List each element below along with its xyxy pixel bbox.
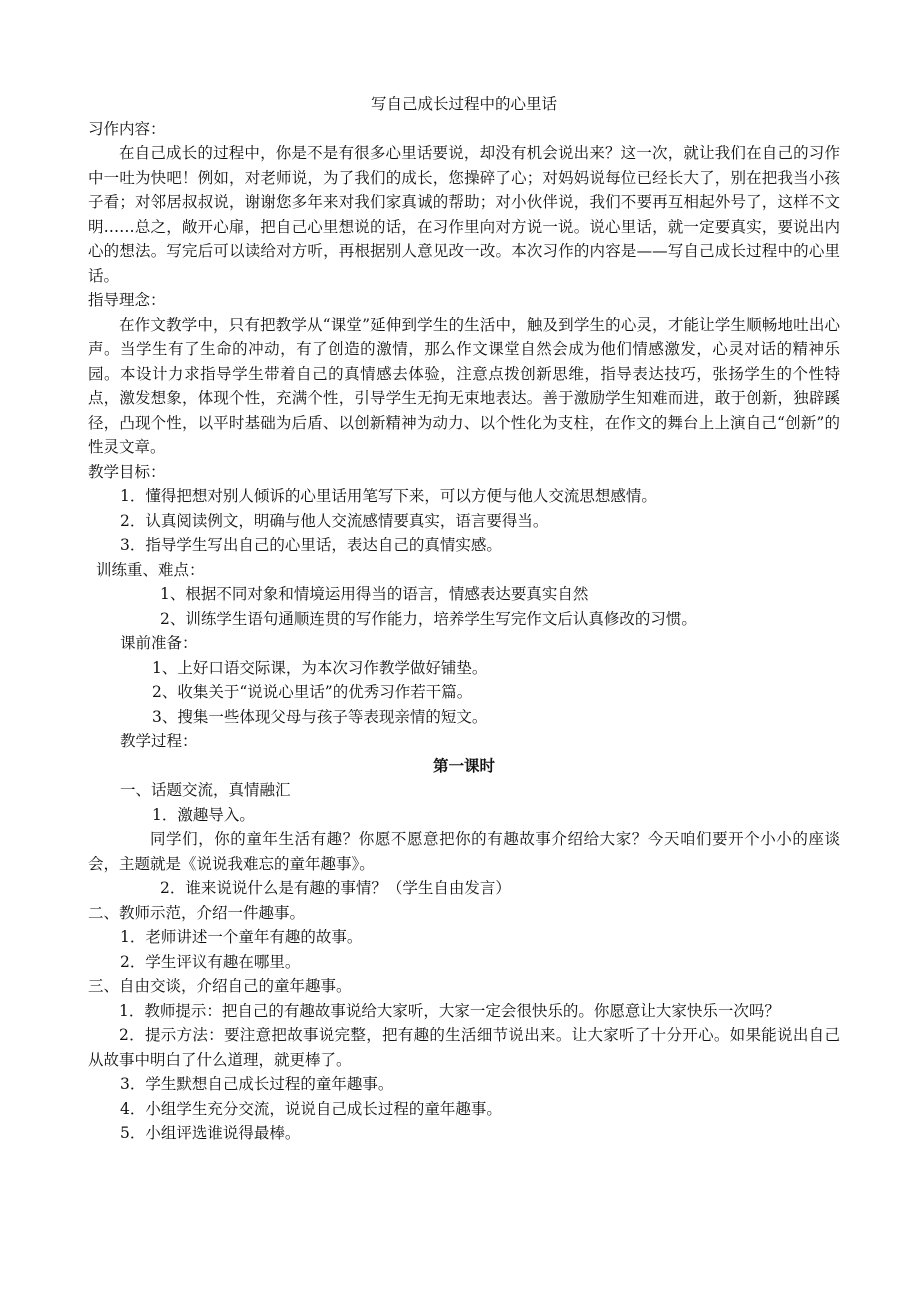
prep-item: 1、上好口语交际课，为本次习作教学做好铺垫。 xyxy=(152,658,488,677)
part3-item: 4．小组学生充分交流，说说自己成长过程的童年趣事。 xyxy=(120,1099,502,1118)
prep-item: 3、搜集一些体现父母与孩子等表现亲情的短文。 xyxy=(152,707,488,726)
process-heading: 教学过程： xyxy=(120,732,198,750)
part2-item: 1．老师讲述一个童年有趣的故事。 xyxy=(120,928,363,946)
part3-item: 3．学生默想自己成长过程的童年趣事。 xyxy=(120,1075,394,1093)
content-heading: 习作内容： xyxy=(88,119,166,138)
focus-item: 2、训练学生语句通顺连贯的写作能力，培养学生写完作文后认真修改的习惯。 xyxy=(160,609,697,628)
goals-heading: 教学目标： xyxy=(88,462,166,481)
focus-item: 1、根据不同对象和情境运用得当的语言，情感表达要真实自然 xyxy=(160,585,589,603)
part1-heading: 一、话题交流，真情融汇 xyxy=(120,781,291,799)
goal-item: 3．指导学生写出自己的心里话，表达自己的真情实感。 xyxy=(120,536,502,554)
part3-item: 5．小组评选谁说得最棒。 xyxy=(120,1124,301,1142)
goal-item: 2．认真阅读例文，明确与他人交流感情要真实，语言要得当。 xyxy=(120,511,549,530)
part3-item: 1．教师提示：把自己的有趣故事说给大家听，大家一定会很快乐的。你愿意让大家快乐一次吗？ xyxy=(119,1001,780,1020)
lesson-title: 第一课时 xyxy=(432,755,495,775)
part1-item: 1．激趣导入。 xyxy=(152,805,255,824)
part1-item: 2．谁来说说什么是有趣的事情？（学生自由发言） xyxy=(160,879,511,897)
philosophy-heading: 指导理念： xyxy=(88,291,166,309)
focus-heading: 训练重、难点： xyxy=(96,560,205,579)
part2-item: 2．学生评议有趣在哪里。 xyxy=(120,952,301,971)
document-title: 写自己成长过程中的心里话 xyxy=(370,95,557,113)
philosophy-paragraph: 在作文教学中，只有把教学从“课堂”延伸到学生的生活中，触及到学生的心灵，才能让学生顺畅地吐出心声。当学生有了生命的冲动，有了创造的激情，那么作文课堂自然会成为他们情感激发，心灵对话的精神乐园。本设计力求指导学生带着自己的真情感去体验，注意点拨创新思维，指导表达技巧，张扬学生的个性特点，激发想象，体现个性，充满个性，引导学生无拘无束地表达。善于激励学生知难而进，敢于创新，独辟蹊径，凸现个性，以平时基础为后盾、以创新精神为动力、以个性化为支柱，在作文的舞台上上演自己“创新”的性灵文章。 xyxy=(88,315,840,456)
part1-item-body: 同学们，你的童年生活有趣？你愿不愿意把你的有趣故事介绍给大家？今天咱们要开个小小的座谈会，主题就是《说说我难忘的童年趣事》。 xyxy=(88,830,840,873)
part3-item: 2．提示方法：要注意把故事说完整，把有趣的生活细节说出来。让大家听了十分开心。如果能说出自己从故事中明白了什么道理，就更棒了。 xyxy=(88,1026,840,1069)
part2-heading: 二、教师示范，介绍一件趣事。 xyxy=(88,903,306,922)
prep-heading: 课前准备： xyxy=(120,634,198,652)
prep-item: 2、收集关于“说说心里话”的优秀习作若干篇。 xyxy=(152,683,473,701)
part3-heading: 三、自由交谈，介绍自己的童年趣事。 xyxy=(88,977,352,995)
content-paragraph: 在自己成长的过程中，你是不是有很多心里话要说，却没有机会说出来？这一次，就让我们在自己的习作中一吐为快吧！例如，对老师说，为了我们的成长，您操碎了心；对妈妈说每位已经长大了，别在把我当小孩子看；对邻居叔叔说，谢谢您多年来对我们家真诚的帮助；对小伙伴说，我们不要再互相起外号了，这样不文明……总之，敞开心扉，把自己心里想说的话，在习作里向对方说一说。说心里话，就一定要真实，要说出内心的想法。写完后可以读给对方听，再根据别人意见改一改。本次习作的内容是——写自己成长过程中的心里话。 xyxy=(88,144,840,285)
goal-item: 1．懂得把想对别人倾诉的心里话用笔写下来，可以方便与他人交流思想感情。 xyxy=(120,487,657,505)
document-page xyxy=(88,92,840,1146)
